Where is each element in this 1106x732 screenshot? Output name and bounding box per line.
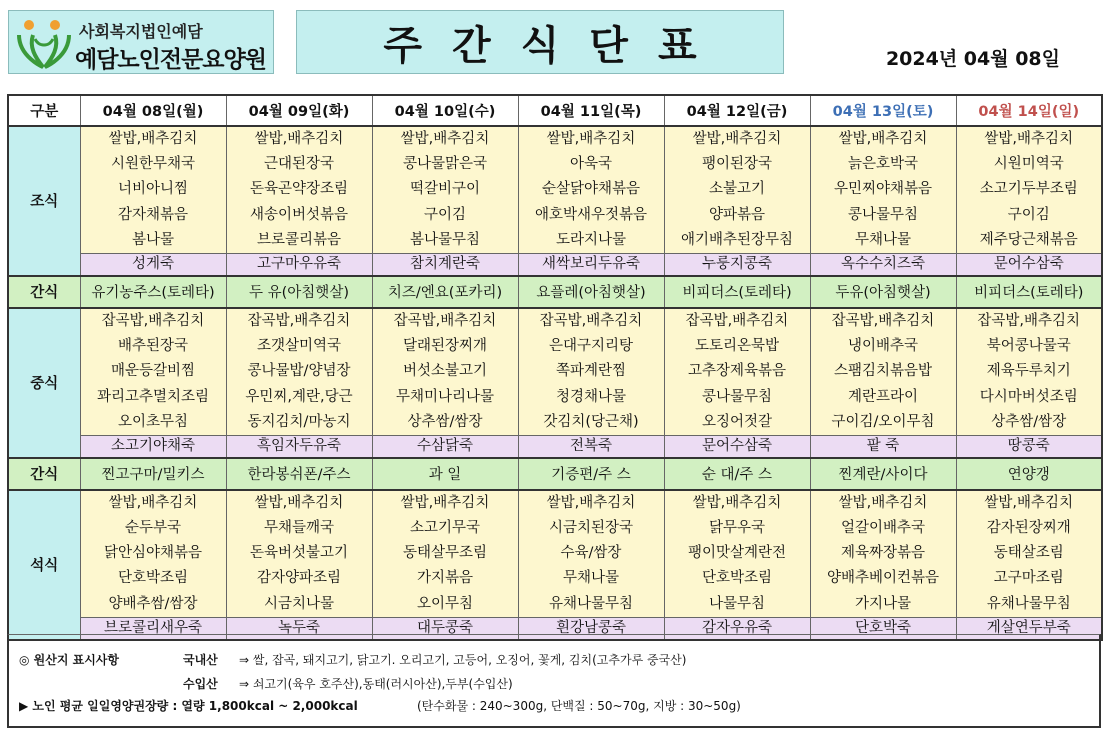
porridge-cell: 누룽지콩죽 <box>664 253 810 276</box>
page-title: 주간식단표 <box>383 22 727 69</box>
dish-item: 우민찌야채볶음 <box>833 181 933 198</box>
lunch-row <box>8 308 1102 435</box>
dish-item: 쌀밥,배추김치 <box>984 131 1074 147</box>
dish-cell <box>372 490 518 617</box>
dish-cell <box>226 126 372 253</box>
porridge-cell: 수삼닭죽 <box>372 435 518 458</box>
dish-item: 무채미나리나물 <box>395 388 495 405</box>
snack-cell: 순 대/주 스 <box>664 458 810 490</box>
dish-item: 고추장제육볶음 <box>687 363 787 380</box>
dinner-label: 석식 <box>8 490 80 640</box>
dish-item: 동지김치/마농지 <box>247 413 351 430</box>
dish-item: 브로콜리볶음 <box>256 231 342 248</box>
snack-cell: 두 유(아침햇살) <box>226 276 372 308</box>
dish-item: 쌀밥,배추김치 <box>546 131 636 147</box>
menu-date: 2024년 04월 08일 <box>885 48 1060 70</box>
dish-item: 쪽파계란찜 <box>555 363 627 380</box>
dish-item: 아욱국 <box>569 156 613 173</box>
footer-notes <box>7 634 1101 728</box>
snack-cell: 유기농주스(토레타) <box>80 276 226 308</box>
dish-item: 은대구지리탕 <box>548 338 634 355</box>
porridge-cell: 감자우유죽 <box>664 617 810 640</box>
snack-cell: 치즈/엔요(포카리) <box>372 276 518 308</box>
day-header: 04월 08일(월) <box>80 95 226 126</box>
dish-item: 잡곡밥,배추김치 <box>393 312 497 329</box>
dish-item: 버섯소불고기 <box>402 363 488 380</box>
dish-item: 쌀밥,배추김치 <box>546 494 636 511</box>
dish-cell <box>810 490 956 617</box>
dish-item: 봄나물무침 <box>409 231 481 248</box>
logo-box <box>8 10 274 74</box>
dish-item: 구이김/오이무침 <box>831 413 935 430</box>
dish-item: 도라지나물 <box>555 231 627 248</box>
dish-item: 동태살조림 <box>993 545 1064 562</box>
porridge-cell: 단호박죽 <box>810 617 956 640</box>
dish-item: 양배추베이컨볶음 <box>826 570 940 587</box>
dish-item: 달래된장찌개 <box>402 338 488 355</box>
dish-item: 쌀밥,배추김치 <box>838 131 928 147</box>
dish-item: 냉이배추국 <box>847 338 919 355</box>
dish-item: 팽이맛살계란전 <box>687 545 787 562</box>
dish-item: 돈육버섯불고기 <box>249 545 349 562</box>
dish-cell <box>664 490 810 617</box>
dish-item: 제육짜장볶음 <box>840 545 926 562</box>
dish-item: 쌀밥,배추김치 <box>254 494 344 511</box>
dish-item: 스팸김치볶음밥 <box>833 363 933 380</box>
dish-item: 조갯살미역국 <box>256 338 342 355</box>
day-header: 04월 11일(목) <box>518 95 664 126</box>
porridge-cell: 고구마우유죽 <box>226 253 372 276</box>
dish-item: 오징어젓갈 <box>701 413 773 430</box>
snack-cell: 한라봉쉬폰/주스 <box>226 458 372 490</box>
day-header: 04월 10일(수) <box>372 95 518 126</box>
snack1-label: 간식 <box>8 276 80 308</box>
dish-cell <box>80 126 226 253</box>
snack2-row <box>8 458 1102 490</box>
dish-item: 너비아니찜 <box>117 181 189 198</box>
dish-item: 애기배추된장무침 <box>680 231 794 248</box>
snack-cell: 비피더스(토레타) <box>664 276 810 308</box>
porridge-cell: 옥수수치즈죽 <box>810 253 956 276</box>
nutrition-guideline: ▶ 노인 평균 일일영양권장량 : 열량 1,800kcal ~ 2,000kcal <box>19 699 358 713</box>
dish-item: 동태살무조림 <box>402 545 488 562</box>
dish-item: 감자양파조림 <box>256 570 342 587</box>
dish-item: 북어콩나물국 <box>986 338 1071 355</box>
dish-item: 상추쌈/쌈장 <box>407 413 483 430</box>
snack-cell: 과 일 <box>372 458 518 490</box>
porridge-cell: 참치계란죽 <box>372 253 518 276</box>
dish-cell <box>956 490 1102 617</box>
dish-item: 제주당근채볶음 <box>979 231 1078 248</box>
dish-cell <box>664 126 810 253</box>
dish-item: 우민찌,계란,당근 <box>245 388 353 405</box>
dish-item: 구이김 <box>423 206 467 223</box>
snack1-row <box>8 276 1102 308</box>
dish-item: 구이김 <box>1007 206 1050 223</box>
dish-item: 상추쌈/쌈장 <box>991 413 1067 430</box>
dish-item: 순살닭야채볶음 <box>541 181 641 198</box>
dish-item: 오이무침 <box>416 595 474 612</box>
dish-cell <box>372 126 518 253</box>
dish-item: 새송이버섯볶음 <box>249 206 349 223</box>
dish-cell <box>956 126 1102 253</box>
dish-item: 콩나물밥/양념장 <box>247 363 351 380</box>
dish-item: 잡곡밥,배추김치 <box>831 312 935 329</box>
porridge-cell: 소고기야채죽 <box>80 435 226 458</box>
dish-cell <box>80 308 226 435</box>
dish-item: 팽이된장국 <box>701 156 773 173</box>
dish-item: 콩나물무침 <box>847 206 919 223</box>
snack-cell: 찐계란/사이다 <box>810 458 956 490</box>
corner-label: 구분 <box>8 95 80 126</box>
dish-item: 잡곡밥,배추김치 <box>977 312 1081 329</box>
dish-item: 콩나물맑은국 <box>402 156 488 173</box>
dish-item: 쌀밥,배추김치 <box>692 131 782 147</box>
breakfast-label: 조식 <box>8 126 80 276</box>
dish-cell <box>80 490 226 617</box>
dish-item: 잡곡밥,배추김치 <box>539 312 643 329</box>
day-header: 04월 14일(일) <box>956 95 1102 126</box>
dish-item: 잡곡밥,배추김치 <box>685 312 789 329</box>
porridge-cell: 문어수삼죽 <box>956 253 1102 276</box>
dish-item: 꽈리고추멸치조림 <box>96 388 210 405</box>
dish-item: 애호박새우젓볶음 <box>534 206 648 223</box>
dish-cell <box>810 308 956 435</box>
dish-item: 잡곡밥,배추김치 <box>101 312 205 329</box>
domestic-text: ⇒ 쌀, 잡곡, 돼지고기, 닭고기. 오리고기, 고등어, 오징어, 꽃게, 김치(고추가루 중국산) <box>239 653 687 667</box>
dish-item: 청경채나물 <box>555 388 627 405</box>
nutrition-detail: (탄수화물 : 240~300g, 단백질 : 50~70g, 지방 : 30~50g) <box>417 699 741 713</box>
dish-item: 얼갈이배추국 <box>840 520 926 537</box>
dish-item: 고구마조림 <box>993 570 1064 587</box>
dish-item: 양파볶음 <box>708 206 766 223</box>
dish-item: 유채나물무침 <box>986 595 1071 612</box>
dish-item: 쌀밥,배추김치 <box>400 131 490 147</box>
dish-item: 제육두루치기 <box>986 363 1071 380</box>
day-header: 04월 13일(토) <box>810 95 956 126</box>
import-text: ⇒ 쇠고기(육우 호주산),동태(러시아산),두부(수입산) <box>239 677 513 691</box>
dish-item: 콩나물무침 <box>701 388 773 405</box>
dish-item: 매운등갈비찜 <box>110 363 196 380</box>
dish-item: 갓김치(당근채) <box>543 413 639 430</box>
lunch-label: 중식 <box>8 308 80 458</box>
dish-item: 소불고기 <box>708 181 766 198</box>
dish-item: 감자채볶음 <box>117 206 189 223</box>
dish-item: 소고기두부조림 <box>979 181 1078 198</box>
dish-item: 쌀밥,배추김치 <box>984 494 1074 511</box>
dish-item: 닭무우국 <box>708 520 766 537</box>
dish-item: 나물무침 <box>708 595 766 612</box>
porridge-cell: 게살연두부죽 <box>956 617 1102 640</box>
dish-item: 순두부국 <box>124 520 182 537</box>
dish-item: 쌀밥,배추김치 <box>108 494 198 511</box>
dish-cell <box>956 308 1102 435</box>
dish-cell <box>664 308 810 435</box>
dish-item: 시원미역국 <box>993 156 1064 173</box>
dish-item: 수육/쌈장 <box>560 545 622 562</box>
day-header: 04월 09일(화) <box>226 95 372 126</box>
dish-item: 닭안심야채볶음 <box>103 545 203 562</box>
origin-title: ◎ 원산지 표시사항 <box>19 653 119 667</box>
day-header-row <box>8 95 1102 126</box>
porridge-cell: 녹두죽 <box>226 617 372 640</box>
dish-item: 쌀밥,배추김치 <box>838 494 928 511</box>
porridge-cell: 브로콜리새우죽 <box>80 617 226 640</box>
weekly-menu-table <box>7 94 1103 641</box>
porridge-cell: 땅콩죽 <box>956 435 1102 458</box>
snack-cell: 찐고구마/밀키스 <box>80 458 226 490</box>
dish-item: 돈육곤약장조림 <box>249 181 349 198</box>
dish-item: 봄나물 <box>131 231 175 248</box>
dish-item: 늙은호박국 <box>847 156 919 173</box>
dish-item: 떡갈비구이 <box>409 181 481 198</box>
dish-item: 무채나물 <box>854 231 912 248</box>
dinner-row <box>8 490 1102 617</box>
dish-item: 도토리온묵밥 <box>694 338 780 355</box>
dish-cell <box>518 490 664 617</box>
dish-item: 시금치나물 <box>263 595 335 612</box>
dish-cell <box>518 126 664 253</box>
day-header: 04월 12일(금) <box>664 95 810 126</box>
snack2-label: 간식 <box>8 458 80 490</box>
dish-item: 가지볶음 <box>416 570 474 587</box>
dish-item: 계란프라이 <box>847 388 919 405</box>
dish-item: 오이초무침 <box>117 413 189 430</box>
breakfast-porridge-row <box>8 253 1102 276</box>
dish-item: 단호박조림 <box>117 570 189 587</box>
dish-cell <box>226 490 372 617</box>
breakfast-row <box>8 126 1102 253</box>
dish-cell <box>372 308 518 435</box>
porridge-cell: 성게죽 <box>80 253 226 276</box>
porridge-cell: 대두콩죽 <box>372 617 518 640</box>
dish-item: 쌀밥,배추김치 <box>108 131 198 147</box>
dish-item: 단호박조림 <box>701 570 773 587</box>
dish-item: 감자된장찌개 <box>986 520 1071 537</box>
header <box>0 0 1106 90</box>
logo-icon <box>15 17 73 69</box>
snack-cell: 요플레(아침햇살) <box>518 276 664 308</box>
dish-item: 배추된장국 <box>117 338 189 355</box>
dish-cell <box>518 308 664 435</box>
snack-cell: 두유(아침햇살) <box>810 276 956 308</box>
dish-cell <box>226 308 372 435</box>
dish-item: 유채나물무침 <box>548 595 634 612</box>
domestic-label: 국내산 <box>183 653 218 667</box>
org-name-line1: 사회복지법인예담 <box>79 22 203 41</box>
dish-item: 무채나물 <box>562 570 620 587</box>
porridge-cell: 팥 죽 <box>810 435 956 458</box>
dish-item: 양배추쌈/쌈장 <box>108 595 198 612</box>
dish-item: 소고기무국 <box>409 520 481 537</box>
snack-cell: 기증편/주 스 <box>518 458 664 490</box>
snack-cell: 비피더스(토레타) <box>956 276 1102 308</box>
dish-item: 무채들깨국 <box>263 520 335 537</box>
dish-item: 다시마버섯조림 <box>979 388 1078 405</box>
dish-item: 쌀밥,배추김치 <box>692 494 782 511</box>
dish-item: 시금치된장국 <box>548 520 634 537</box>
import-label: 수입산 <box>183 677 218 691</box>
dish-item: 시원한무채국 <box>110 156 196 173</box>
dish-item: 쌀밥,배추김치 <box>254 131 344 147</box>
snack-cell: 연양갱 <box>956 458 1102 490</box>
porridge-cell: 새싹보리두유죽 <box>518 253 664 276</box>
dish-item: 잡곡밥,배추김치 <box>247 312 351 329</box>
lunch-porridge-row <box>8 435 1102 458</box>
dish-cell <box>810 126 956 253</box>
porridge-cell: 흰강남콩죽 <box>518 617 664 640</box>
dish-item: 쌀밥,배추김치 <box>400 494 490 511</box>
dish-item: 근대된장국 <box>263 156 335 173</box>
porridge-cell: 흑임자두유죽 <box>226 435 372 458</box>
porridge-cell: 문어수삼죽 <box>664 435 810 458</box>
title-box <box>296 10 784 74</box>
porridge-cell: 전복죽 <box>518 435 664 458</box>
org-name-line2: 예담노인전문요양원 <box>75 47 266 73</box>
dish-item: 가지나물 <box>854 595 912 612</box>
